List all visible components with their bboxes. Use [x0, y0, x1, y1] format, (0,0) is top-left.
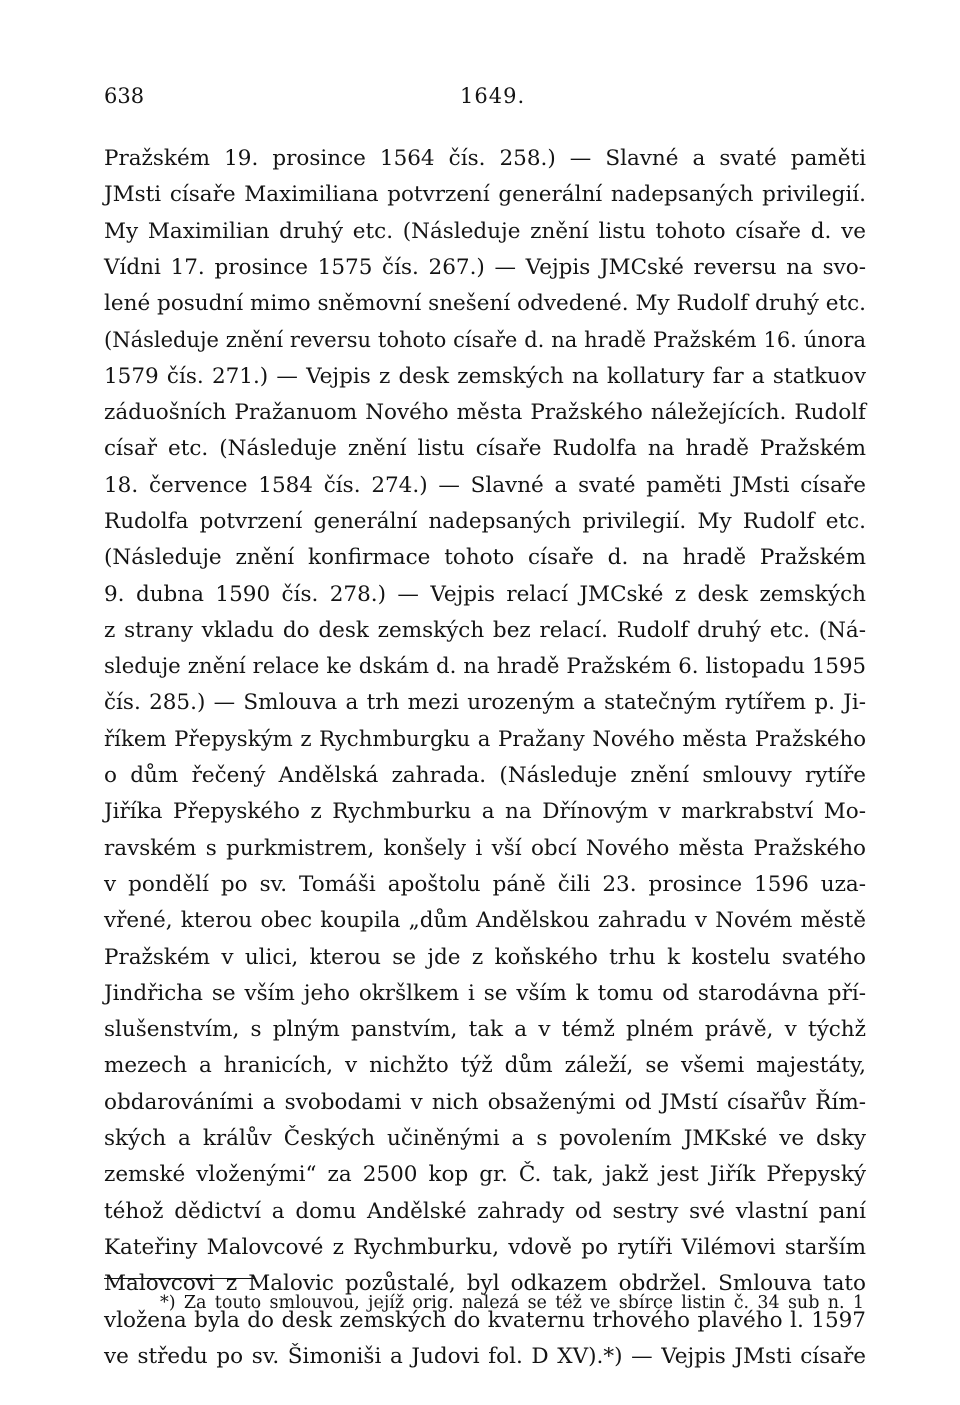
text-line: záduošních Pražanuom Nového města Pražského náležejících. Rudolf	[104, 400, 866, 426]
text-line: Malovcovi z Malovic pozůstalé, byl odkazem obdržel. Smlouva tato	[104, 1271, 866, 1297]
text-line: mezech a hranicích, v nichžto týž dům záleží, se všemi majestáty,	[104, 1053, 866, 1079]
text-line: Vídni 17. prosince 1575 čís. 267.) — Vejpis JMCské reversu na svo-	[104, 254, 866, 280]
text-line: zemské vloženými“ za 2500 kop gr. Č. tak, jakž jest Jiřík Přepyský	[104, 1162, 866, 1188]
text-line: téhož dědictví a domu Andělské zahrady od sestry své vlastní paní	[104, 1198, 866, 1224]
text-line: ských a králův Českých učiněnými a s povolením JMKské ve dsky	[104, 1126, 866, 1152]
text-line: (Následuje znění konfirmace tohoto císaře d. na hradě Pražském	[104, 545, 866, 571]
text-line: slušenstvím, s plným panstvím, tak a v témž plném právě, v týchž	[104, 1017, 866, 1043]
text-line: Rudolfa potvrzení generální nadepsaných privilegií. My Rudolf etc.	[104, 508, 866, 534]
text-line: My Maximilian druhý etc. (Následuje znění listu tohoto císaře d. ve	[104, 218, 866, 244]
text-line: 9. dubna 1590 čís. 278.) — Vejpis relací JMCské z desk zemských	[104, 581, 866, 607]
text-line: ravském s purkmistrem, konšely i vší obcí Nového města Pražského	[104, 835, 866, 861]
text-line: Kateřiny Malovcové z Rychmburku, vdově po rytíři Vilémovi starším	[104, 1234, 866, 1260]
text-line: z strany vkladu do desk zemských bez relací. Rudolf druhý etc. (Ná-	[104, 617, 866, 643]
page-number: 638	[104, 84, 145, 108]
text-line: vložena byla do desk zemských do kvaternu trhového plavého l. 1597	[104, 1307, 866, 1333]
page-header	[104, 84, 864, 114]
text-line: o dům řečený Andělská zahrada. (Následuje znění smlouvy rytíře	[104, 763, 866, 789]
text-line: císař etc. (Následuje znění listu císaře Rudolfa na hradě Pražském	[104, 436, 866, 462]
text-line: (Následuje znění reversu tohoto císaře d. na hradě Pražském 16. února	[104, 328, 866, 353]
text-line: Pražském v ulici, kterou se jde z koňského trhu k kostelu svatého	[104, 944, 866, 970]
text-line: Pražském 19. prosince 1564 čís. 258.) — Slavné a svaté paměti	[104, 146, 866, 171]
text-line: Jiříka Přepyského z Rychmburku a na Dřínovým v markrabství Mo-	[104, 799, 866, 825]
text-line: obdarováními a svobodami v nich obsaženými od JMstí císařův Řím-	[104, 1089, 866, 1115]
text-line: ve středu po sv. Šimoniši a Judovi fol. D XV).*) — Vejpis JMsti císaře	[104, 1343, 866, 1369]
text-line: čís. 285.) — Smlouva a trh mezi urozeným a statečným rytířem p. Ji-	[104, 690, 866, 716]
text-line: Jindřicha se vším jeho okršlkem i se vším k tomu od starodávna pří-	[104, 980, 866, 1006]
text-line: JMsti císaře Maximiliana potvrzení generální nadepsaných privilegií.	[104, 182, 866, 208]
text-line: vřené, kterou obec koupila „dům Andělskou zahradu v Novém městě	[104, 908, 866, 934]
text-line: 1579 čís. 271.) — Vejpis z desk zemských na kollatury far a statkuov	[104, 363, 866, 389]
text-line: sleduje znění relace ke dskám d. na hradě Pražském 6. listopadu 1595	[104, 654, 866, 680]
body-text	[104, 141, 866, 1375]
footnote-divider	[104, 1278, 254, 1279]
running-title: 1649.	[460, 84, 526, 108]
text-line: říkem Přepyským z Rychmburgku a Pražany Nového města Pražského	[104, 726, 866, 752]
text-line: v pondělí po sv. Tomáši apoštolu páně čili 23. prosince 1596 uza-	[104, 871, 866, 897]
text-line: 18. července 1584 čís. 274.) — Slavné a svaté paměti JMsti císaře	[104, 472, 866, 498]
text-line: lené posudní mimo sněmovní snešení odvedené. My Rudolf druhý etc.	[104, 291, 866, 317]
footnote: *) Za touto smlouvou, jejíž orig. nalezá se též ve sbírce listin č. 34 sub n. 1	[160, 1293, 864, 1313]
